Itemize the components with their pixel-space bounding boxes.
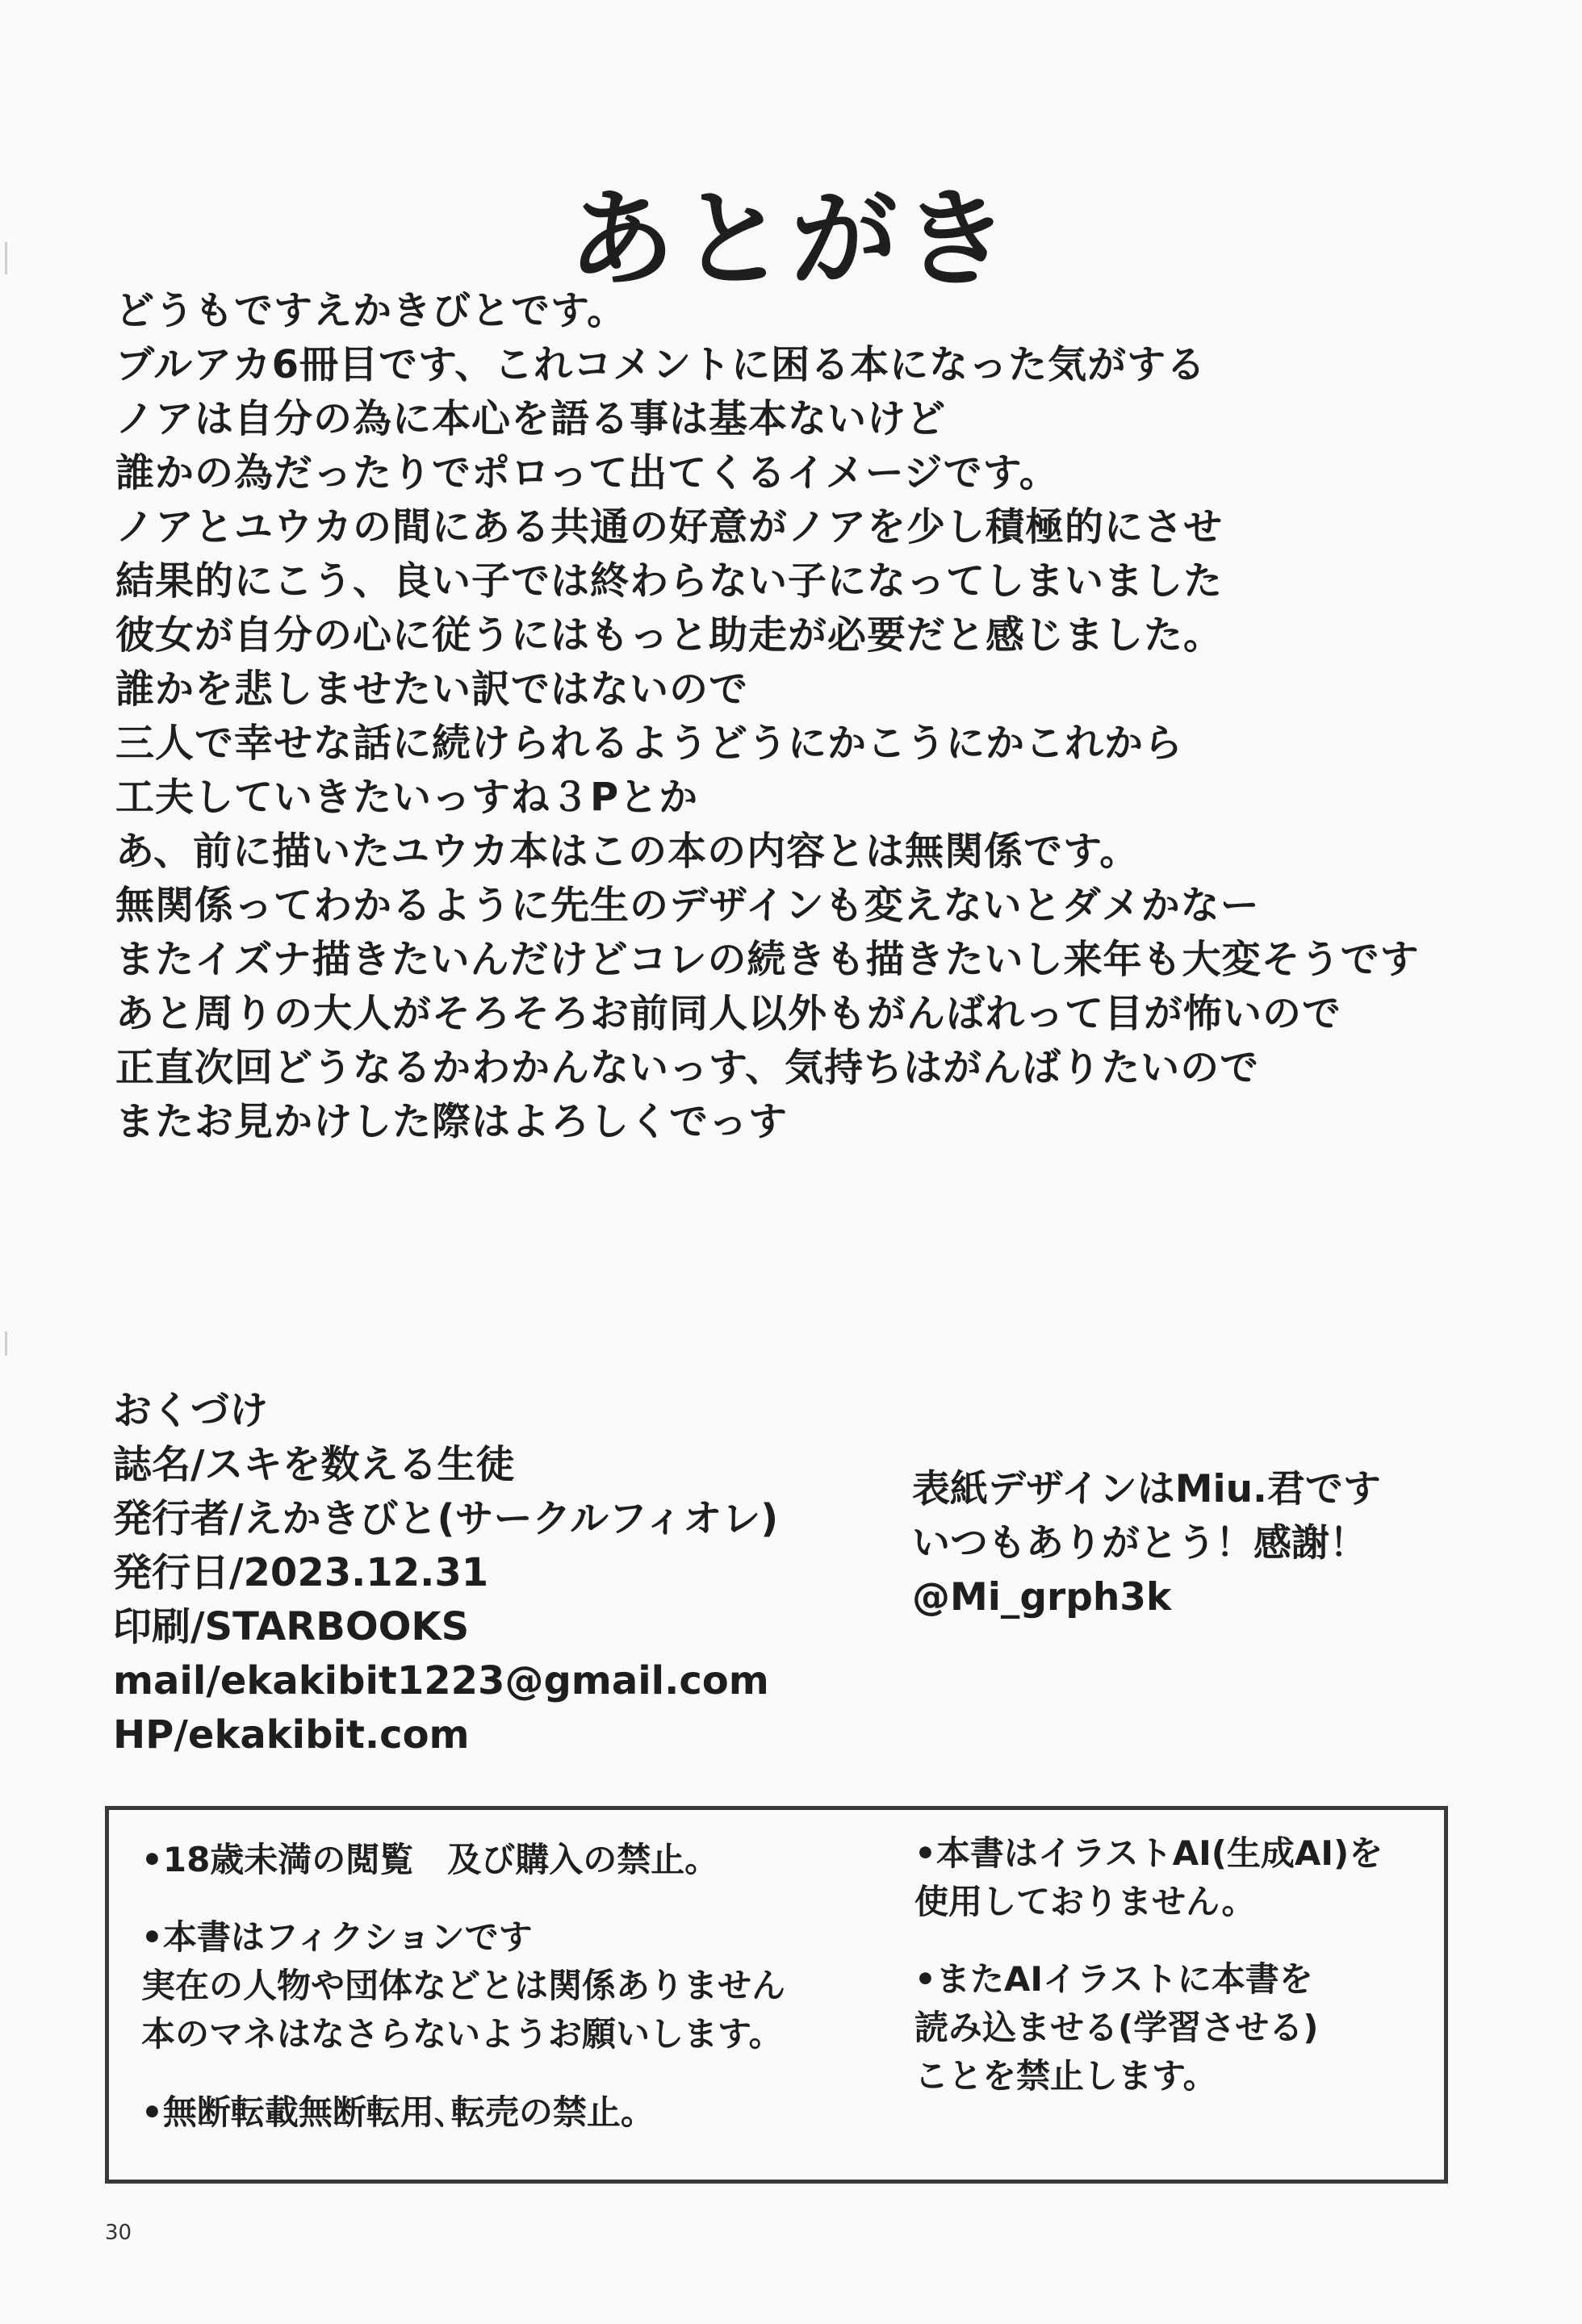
- body-line: ノアとユウカの間にある共通の好意がノアを少し積極的にさせ: [115, 504, 1224, 550]
- body-line: またお見かけした際はよろしくでっす: [115, 1099, 789, 1144]
- colophon-date: 発行日/2023.12.31: [113, 1550, 489, 1595]
- body-line: 彼女が自分の心に従うにはもっと助走が必要だと感じました。: [115, 612, 1224, 658]
- body-line: 正直次回どうなるかわかんないっす、気持ちはがんばりたいので: [115, 1045, 1260, 1090]
- notice-line: 本のマネはなさらないようお願いします。: [141, 2014, 783, 2054]
- body-line: 誰かを悲しませたい訳ではないので: [115, 667, 749, 712]
- page-number: 30: [105, 2221, 132, 2245]
- body-line: 無関係ってわかるように先生のデザインも変えないとダメかなー: [115, 883, 1260, 928]
- notice-line: 使用しておりません。: [914, 1882, 1256, 1921]
- notice-line: •無断転載無断転用､転売の禁止。: [141, 2092, 655, 2132]
- notice-ai-learning: [914, 1955, 1318, 2100]
- body-line: ブルアカ6冊目です、これコメントに困る本になった気がする: [115, 342, 1207, 387]
- credit-thanks: いつもありがとう！感謝！: [912, 1521, 1367, 1565]
- notice-line: •18歳未満の閲覧 及び購入の禁止。: [141, 1840, 719, 1879]
- colophon-mail: mail/ekakibit1223@gmail.com: [113, 1658, 769, 1703]
- afterword-body: [115, 284, 1504, 1149]
- colophon-homepage: HP/ekakibit.com: [113, 1712, 470, 1758]
- colophon-publisher: 発行者/えかきびと(サークルフィオレ): [113, 1496, 779, 1541]
- cover-design-credit: [912, 1462, 1381, 1624]
- body-line: どうもですえかきびとです。: [115, 288, 627, 333]
- notice-reprint: [141, 2088, 655, 2137]
- colophon-heading: おくづけ: [113, 1388, 269, 1433]
- afterword-title: あとがき: [568, 178, 1014, 302]
- notice-line: •またAIイラストに本書を: [914, 1959, 1313, 1999]
- colophon-printer: 印刷/STARBOOKS: [113, 1604, 470, 1649]
- body-line: またイズナ描きたいんだけどコレの続きも描きたいし来年も大変そうです: [115, 937, 1420, 982]
- notice-box: [105, 1806, 1448, 2184]
- notice-ai-use: [914, 1829, 1383, 1926]
- body-line: あ、前に描いたユウカ本はこの本の内容とは無関係です。: [115, 829, 1140, 874]
- colophon: [113, 1384, 778, 1762]
- notice-age: [141, 1836, 718, 1884]
- credit-designer: 表紙デザインはMiu.君です: [912, 1467, 1381, 1511]
- notice-fiction: [141, 1913, 785, 2059]
- notice-line: 実在の人物や団体などとは関係ありません: [141, 1966, 786, 2005]
- notice-line: •本書はイラストAI(生成AI)を: [914, 1833, 1383, 1873]
- credit-handle: @Mi_grph3k: [912, 1575, 1172, 1620]
- body-line: ノアは自分の為に本心を語る事は基本ないけど: [115, 396, 947, 441]
- notice-line: ことを禁止します。: [914, 2056, 1217, 2096]
- body-line: 結果的にこう、良い子では終わらない子になってしまいました: [115, 558, 1224, 604]
- notice-line: 読み込ませる(学習させる): [914, 2008, 1319, 2047]
- body-line: あと周りの大人がそろそろお前同人以外もがんばれって目が怖いので: [115, 991, 1342, 1036]
- page-edge-mark: [5, 1331, 7, 1356]
- colophon-title: 誌名/スキを数える生徒: [113, 1442, 515, 1487]
- body-line: 三人で幸せな話に続けられるようどうにかこうにかこれから: [115, 721, 1184, 766]
- notice-line: •本書はフィクションです: [141, 1917, 533, 1957]
- body-line: 誰かの為だったりでポロって出てくるイメージです。: [115, 450, 1059, 495]
- body-line: 工夫していきたいっすね３Pとか: [115, 775, 699, 820]
